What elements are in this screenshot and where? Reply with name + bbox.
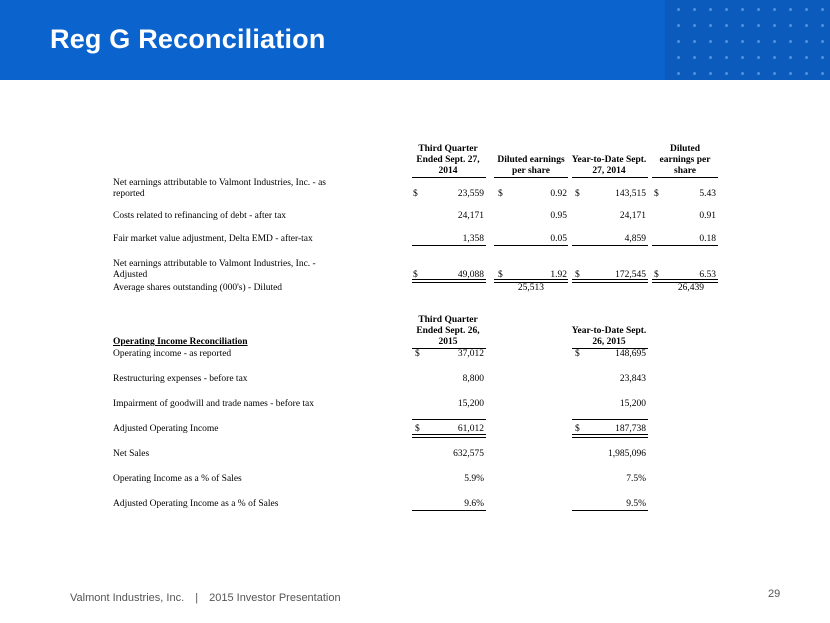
footer <box>70 592 341 604</box>
page-number: 29 <box>768 588 781 600</box>
value-eps1: 0.05 <box>550 234 567 244</box>
decorative-dot <box>677 8 680 11</box>
value-eps2: 0.91 <box>699 211 716 221</box>
col-header-q3-2015-line2: Ended Sept. 26, <box>416 326 480 336</box>
value-ytd: 23,843 <box>619 374 646 384</box>
value-q3: 61,012 <box>457 424 484 434</box>
currency-symbol: $ <box>415 349 420 359</box>
decorative-dot <box>677 24 680 27</box>
header-underline <box>652 177 718 178</box>
value-ytd: 24,171 <box>619 211 646 221</box>
total-double-underline <box>572 434 648 438</box>
decorative-dot <box>677 72 680 75</box>
decorative-dot <box>725 24 728 27</box>
decorative-dot <box>773 72 776 75</box>
value-q3: 15,200 <box>457 399 484 409</box>
value-eps1: 0.95 <box>550 211 567 221</box>
title-bar <box>0 0 665 80</box>
col-header-ytd-2014-line1: Year-to-Date Sept. <box>571 155 647 165</box>
decorative-dot <box>725 72 728 75</box>
final-underline <box>572 510 648 511</box>
value-q3: 1,358 <box>462 234 484 244</box>
value-q3: 5.9% <box>464 474 484 484</box>
value-eps2: 5.43 <box>699 189 716 199</box>
row-label: Operating income - as reported <box>113 349 232 359</box>
decorative-dot <box>709 8 712 11</box>
row-label: Net earnings attributable to Valmont Industries, Inc. - <box>113 259 316 269</box>
decorative-dot <box>773 8 776 11</box>
decorative-dot <box>757 24 760 27</box>
total-double-underline <box>572 279 648 283</box>
value-ytd: 15,200 <box>619 399 646 409</box>
row-label: Net Sales <box>113 449 150 459</box>
footer-separator: | <box>195 592 199 604</box>
decorative-dot <box>741 24 744 27</box>
value-ytd: 148,695 <box>615 349 646 359</box>
col-header-eps2-line3: share <box>674 166 696 176</box>
decorative-dot <box>757 72 760 75</box>
currency-symbol: $ <box>413 189 418 199</box>
decorative-dot <box>741 8 744 11</box>
currency-symbol: $ <box>575 349 580 359</box>
decorative-dot <box>773 24 776 27</box>
value-q3: 9.6% <box>464 499 484 509</box>
row-label: Fair market value adjustment, Delta EMD - after-tax <box>113 234 313 244</box>
decorative-dot <box>693 24 696 27</box>
value-eps1: 25,513 <box>517 283 544 293</box>
decorative-dot <box>741 56 744 59</box>
row-label: Net earnings attributable to Valmont Industries, Inc. - as <box>113 178 326 188</box>
currency-symbol: $ <box>654 189 659 199</box>
currency-symbol: $ <box>575 270 580 280</box>
col-header-q3-2015-line3: 2015 <box>438 337 458 347</box>
value-eps2: 0.18 <box>699 234 716 244</box>
decorative-dot <box>693 56 696 59</box>
decorative-dot <box>789 56 792 59</box>
decorative-dot <box>757 40 760 43</box>
row-label: Average shares outstanding (000's) - Diluted <box>113 283 283 293</box>
decorative-dot <box>757 56 760 59</box>
value-q3: 23,559 <box>457 189 484 199</box>
col-header-ytd-2015-line2: 26, 2015 <box>592 337 626 347</box>
value-ytd: 172,545 <box>615 270 646 280</box>
decorative-dot <box>693 40 696 43</box>
decorative-dot <box>709 24 712 27</box>
decorative-dot <box>821 24 824 27</box>
value-ytd: 143,515 <box>615 189 646 199</box>
decorative-dot <box>709 56 712 59</box>
col-header-q3-2014-line3: 2014 <box>438 166 458 176</box>
row-label: Adjusted <box>113 270 148 280</box>
decorative-dot <box>805 40 808 43</box>
decorative-dot <box>725 40 728 43</box>
subtotal-underline <box>652 245 718 246</box>
col-header-ytd-2014-line2: 27, 2014 <box>592 166 626 176</box>
value-ytd: 4,859 <box>624 234 646 244</box>
decorative-dot <box>725 8 728 11</box>
row-label: Adjusted Operating Income as a % of Sales <box>113 499 279 509</box>
decorative-dot <box>805 24 808 27</box>
decorative-dot <box>741 72 744 75</box>
decorative-dot <box>789 40 792 43</box>
col-header-q3-2015-line1: Third Quarter <box>418 315 478 325</box>
page-title: Reg G Reconciliation <box>50 24 326 54</box>
decorative-dot <box>677 40 680 43</box>
decorative-dot <box>741 40 744 43</box>
footer-company: Valmont Industries, Inc. <box>70 592 185 604</box>
value-ytd: 7.5% <box>626 474 646 484</box>
col-header-q3-2014-line2: Ended Sept. 27, <box>416 155 480 165</box>
header-underline <box>494 177 568 178</box>
row-label: Restructuring expenses - before tax <box>113 374 248 384</box>
col-header-q3-2014-line1: Third Quarter <box>418 144 478 154</box>
col-header-eps1-line1: Diluted earnings <box>497 155 565 165</box>
final-underline <box>412 510 486 511</box>
decorative-dot <box>773 40 776 43</box>
value-ytd: 9.5% <box>626 499 646 509</box>
col-header-eps2-line2: earnings per <box>659 155 711 165</box>
total-double-underline <box>412 434 486 438</box>
value-eps1: 0.92 <box>550 189 567 199</box>
decorative-dot <box>757 8 760 11</box>
value-ytd: 187,738 <box>615 424 646 434</box>
decorative-dot <box>821 8 824 11</box>
currency-symbol: $ <box>575 424 580 434</box>
currency-symbol: $ <box>498 270 503 280</box>
row-label: Operating Income as a % of Sales <box>113 474 242 484</box>
subtotal-underline <box>572 419 648 420</box>
decorative-dot <box>821 72 824 75</box>
value-q3: 49,088 <box>457 270 484 280</box>
decorative-dot <box>693 72 696 75</box>
decorative-dot <box>805 56 808 59</box>
col-header-ytd-2015-line1: Year-to-Date Sept. <box>571 326 647 336</box>
col-header-eps2-line1: Diluted <box>669 144 701 154</box>
row-label: Costs related to refinancing of debt - after tax <box>113 211 287 221</box>
decorative-dot <box>725 56 728 59</box>
value-q3: 37,012 <box>457 349 484 359</box>
currency-symbol: $ <box>654 270 659 280</box>
decorative-dot <box>789 24 792 27</box>
decorative-dot <box>693 8 696 11</box>
value-ytd: 1,985,096 <box>608 449 646 459</box>
decorative-dot <box>709 40 712 43</box>
value-q3: 24,171 <box>457 211 484 221</box>
subtotal-underline <box>572 245 648 246</box>
decorative-dot <box>805 72 808 75</box>
section-heading: Operating Income Reconciliation <box>113 337 248 347</box>
currency-symbol: $ <box>415 424 420 434</box>
decorative-dot <box>821 40 824 43</box>
value-q3: 632,575 <box>453 449 484 459</box>
value-eps1: 1.92 <box>550 270 567 280</box>
footer-event: 2015 Investor Presentation <box>209 592 341 604</box>
decorative-dot <box>821 56 824 59</box>
subtotal-underline <box>494 245 568 246</box>
row-label: Impairment of goodwill and trade names - before tax <box>113 399 315 409</box>
currency-symbol: $ <box>413 270 418 280</box>
subtotal-underline <box>412 419 486 420</box>
decorative-dot <box>789 8 792 11</box>
value-eps2: 26,439 <box>677 283 704 293</box>
currency-symbol: $ <box>498 189 503 199</box>
decorative-dot <box>773 56 776 59</box>
header-underline <box>572 177 648 178</box>
decorative-dot <box>805 8 808 11</box>
decorative-dot <box>709 72 712 75</box>
row-label: Adjusted Operating Income <box>113 424 219 434</box>
header-underline <box>412 177 486 178</box>
decorative-dot <box>789 72 792 75</box>
decorative-dot <box>677 56 680 59</box>
dot-pattern-panel <box>665 0 830 80</box>
subtotal-underline <box>412 245 486 246</box>
total-double-underline <box>412 279 486 283</box>
value-eps2: 6.53 <box>699 270 716 280</box>
row-label: reported <box>113 189 145 199</box>
value-q3: 8,800 <box>462 374 484 384</box>
currency-symbol: $ <box>575 189 580 199</box>
col-header-eps1-line2: per share <box>512 166 550 176</box>
